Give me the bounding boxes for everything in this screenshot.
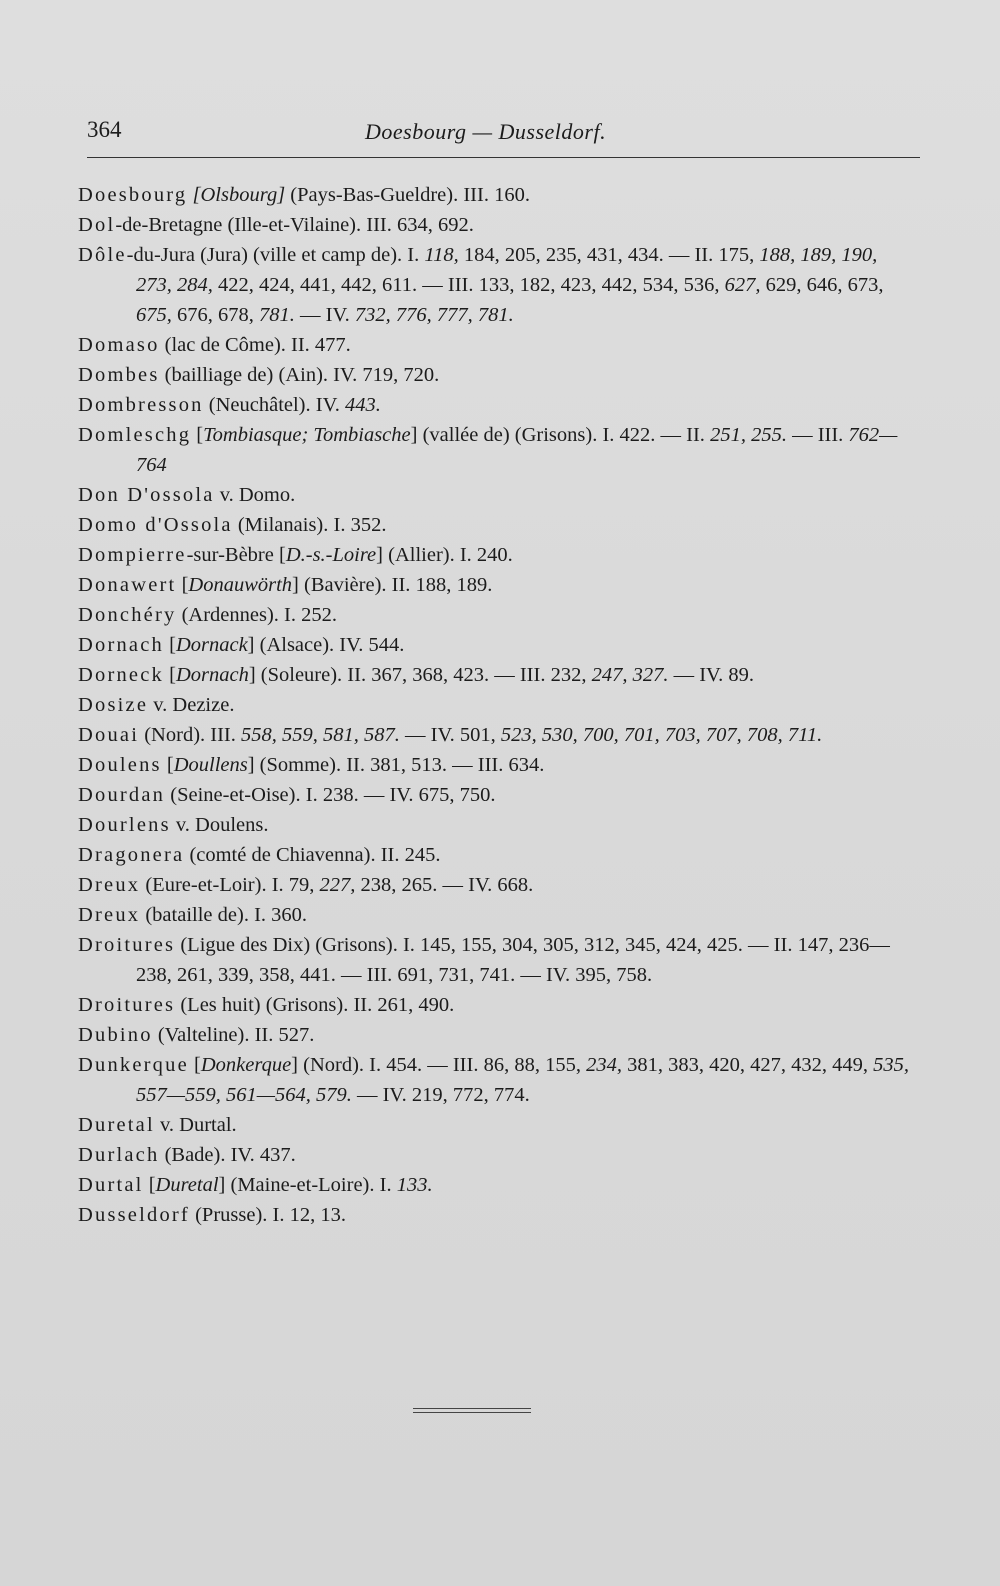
entry-headword: Donawert	[78, 574, 177, 596]
index-entry	[78, 1170, 918, 1200]
entry-headword: Domo d'Ossola	[78, 514, 233, 536]
entry-references: (lac de Côme). II. 477.	[159, 334, 351, 356]
index-entry	[78, 810, 918, 840]
index-entry	[78, 630, 918, 660]
entry-headword: Dragonera	[78, 844, 185, 866]
entry-headword: Dombes	[78, 364, 160, 386]
index-entry	[78, 330, 918, 360]
entry-headword: Droitures	[78, 994, 176, 1016]
entry-headword: Durtal	[78, 1174, 144, 1196]
page-header	[87, 117, 917, 157]
entry-headword: Dreux	[78, 874, 141, 896]
entry-references: [Dornach] (Soleure). II. 367, 368, 423. — III. 232, 247, 327. — IV. 89.	[163, 664, 755, 686]
entry-headword: Durlach	[78, 1144, 160, 1166]
entry-headword: Donchéry	[78, 604, 177, 626]
index-entry	[78, 390, 918, 420]
index-entry	[78, 1110, 918, 1140]
entry-references: [Donkerque] (Nord). I. 454. — III. 86, 88, 155, 234, 381, 383, 420, 427, 432, 449, 535, 557—559, 561—564, 579. — IV. 219, 772, 774.	[136, 1054, 909, 1106]
entry-references: v. Domo.	[214, 484, 296, 506]
end-rule-bottom	[413, 1412, 531, 1413]
entry-headword: Dompierre	[78, 544, 187, 566]
entry-references: (Ardennes). I. 252.	[176, 604, 337, 626]
running-head: Doesbourg — Dusseldorf.	[365, 119, 607, 144]
index-entry	[78, 510, 918, 540]
entry-headword: Dôle	[78, 244, 127, 266]
entry-references: [Donauwörth] (Bavière). II. 188, 189.	[176, 574, 493, 596]
index-entry	[78, 240, 918, 330]
entry-references: [Olsbourg] (Pays-Bas-Gueldre). III. 160.	[192, 184, 530, 206]
index-entry	[78, 180, 918, 210]
entry-headword: Dourlens	[78, 814, 171, 836]
entry-headword: Dombresson	[78, 394, 204, 416]
entry-references: [Duretal] (Maine-et-Loire). I. 133.	[143, 1174, 433, 1196]
index-entry	[78, 840, 918, 870]
index-entries	[78, 180, 918, 1230]
entry-references: (Eure-et-Loir). I. 79, 227, 238, 265. — IV. 668.	[140, 874, 534, 896]
index-entry	[78, 210, 918, 240]
entry-references: (Les huit) (Grisons). II. 261, 490.	[175, 994, 455, 1016]
index-entry	[78, 990, 918, 1020]
entry-references: -de-Bretagne (Ille-et-Vilaine). III. 634, 692.	[115, 214, 474, 236]
index-entry	[78, 480, 918, 510]
entry-headword: Dreux	[78, 904, 141, 926]
index-entry	[78, 780, 918, 810]
end-rule-top	[413, 1408, 531, 1409]
entry-headword: Dunkerque	[78, 1054, 189, 1076]
entry-headword: Duretal	[78, 1114, 155, 1136]
entry-references: [Dornack] (Alsace). IV. 544.	[163, 634, 405, 656]
entry-headword: Doesbourg	[78, 184, 188, 206]
entry-references: [Tombiasque; Tombiasche] (vallée de) (Grisons). I. 422. — II. 251, 255. — III. 762—764	[136, 424, 898, 476]
entry-references: -sur-Bèbre [D.-s.-Loire] (Allier). I. 240.	[186, 544, 513, 566]
entry-references: (Neuchâtel). IV. 443.	[203, 394, 381, 416]
index-entry	[78, 720, 918, 750]
entry-references: (bataille de). I. 360.	[140, 904, 308, 926]
index-entry	[78, 690, 918, 720]
entry-headword: Dourdan	[78, 784, 166, 806]
entry-headword: Dornach	[78, 634, 164, 656]
entry-headword: Dol	[78, 214, 116, 236]
index-entry	[78, 600, 918, 630]
index-entry	[78, 1200, 918, 1230]
index-entry	[78, 1140, 918, 1170]
entry-references: -du-Jura (Jura) (ville et camp de). I. 118, 184, 205, 235, 431, 434. — II. 175, 188, 189, 190, 273, 284, 422, 424, 441, 442, 611. — III. 133, 182, 423, 442, 534, 536, 627, 629, 646, 673, 675, 676, 678, 781. — IV. 732, 776, 777, 781.	[126, 244, 884, 326]
entry-headword: Dosize	[78, 694, 149, 716]
index-entry	[78, 540, 918, 570]
index-entry	[78, 900, 918, 930]
entry-headword: Doulens	[78, 754, 162, 776]
entry-headword: Dorneck	[78, 664, 164, 686]
entry-references: (Bade). IV. 437.	[159, 1144, 296, 1166]
entry-headword: Domleschg	[78, 424, 192, 446]
index-entry	[78, 1020, 918, 1050]
entry-references: (Prusse). I. 12, 13.	[189, 1204, 346, 1226]
index-entry	[78, 360, 918, 390]
index-entry	[78, 1050, 918, 1110]
entry-references: (bailliage de) (Ain). IV. 719, 720.	[159, 364, 440, 386]
entry-references: (Valteline). II. 527.	[152, 1024, 315, 1046]
entry-references: (Ligue des Dix) (Grisons). I. 145, 155, 304, 305, 312, 345, 424, 425. — II. 147, 236—238, 261, 339, 358, 441. — III. 691, 731, 741. — IV. 395, 758.	[136, 934, 890, 986]
entry-headword: Droitures	[78, 934, 176, 956]
entry-references: v. Durtal.	[154, 1114, 237, 1136]
page-number: 364	[87, 117, 122, 142]
index-entry	[78, 660, 918, 690]
index-entry	[78, 870, 918, 900]
entry-references: [Doullens] (Somme). II. 381, 513. — III. 634.	[161, 754, 545, 776]
entry-references: (Milanais). I. 352.	[232, 514, 387, 536]
header-rule	[87, 157, 920, 158]
entry-references: (Nord). III. 558, 559, 581, 587. — IV. 501, 523, 530, 700, 701, 703, 707, 708, 711.	[139, 724, 823, 746]
index-entry	[78, 420, 918, 480]
entry-headword: Domaso	[78, 334, 160, 356]
entry-headword: Douai	[78, 724, 140, 746]
index-entry	[78, 750, 918, 780]
entry-headword: Dubino	[78, 1024, 153, 1046]
entry-headword: Dusseldorf	[78, 1204, 190, 1226]
entry-references: (Seine-et-Oise). I. 238. — IV. 675, 750.	[165, 784, 496, 806]
entry-references: v. Dezize.	[148, 694, 235, 716]
entry-references: (comté de Chiavenna). II. 245.	[184, 844, 441, 866]
index-entry	[78, 930, 918, 990]
entry-headword: Don D'ossola	[78, 484, 215, 506]
entry-references: v. Doulens.	[170, 814, 269, 836]
index-entry	[78, 570, 918, 600]
